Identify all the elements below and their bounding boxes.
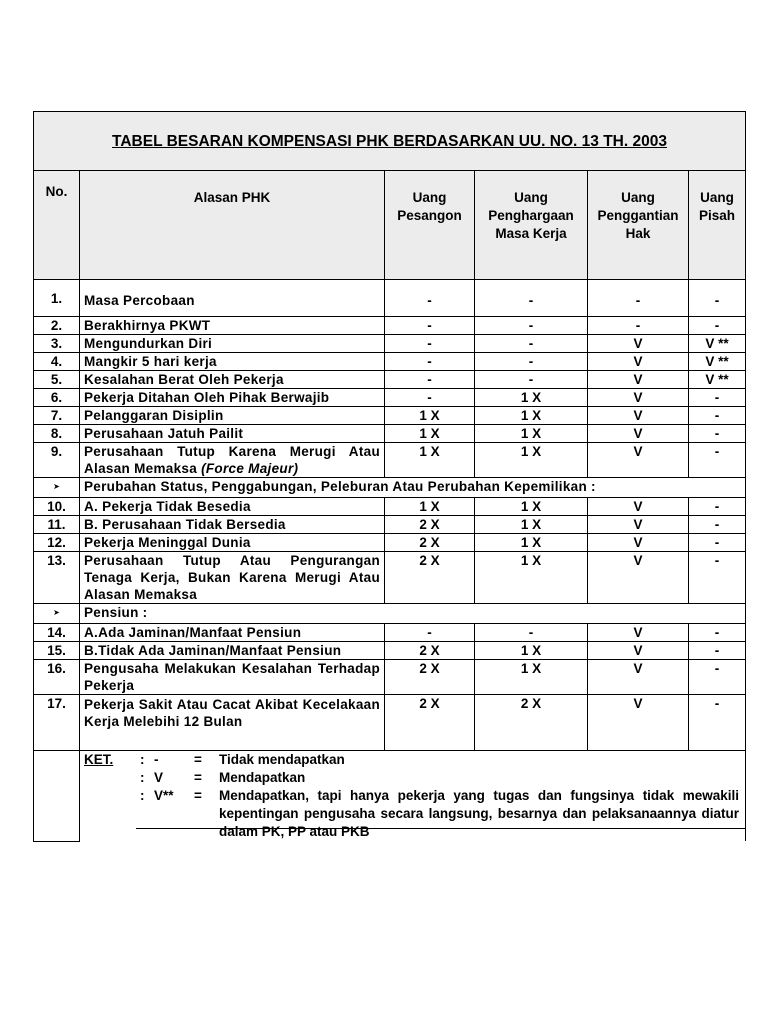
cell-penghargaan: 1 X (475, 534, 588, 552)
cell-penggantian: V (588, 407, 689, 425)
row-reason: Pengusaha Melakukan Kesalahan Terhadap Pekerja (80, 660, 385, 695)
cell-penggantian: V (588, 642, 689, 660)
ket-equals: = (194, 752, 202, 767)
group-arrow-icon: ➤ (34, 604, 80, 624)
ket-text: Tidak mendapatkan (219, 752, 345, 767)
ket-text: Mendapatkan (219, 770, 306, 785)
row-reason (80, 443, 385, 478)
row-number: 6. (34, 389, 80, 407)
row-number: 11. (34, 516, 80, 534)
ket-item (84, 769, 745, 787)
cell-penggantian: V (588, 552, 689, 604)
group-label: Pensiun : (80, 604, 746, 624)
table-row (34, 498, 746, 516)
row-reason: B. Perusahaan Tidak Bersedia (80, 516, 385, 534)
header-no: No. (34, 171, 80, 280)
cell-penghargaan: - (475, 280, 588, 317)
cell-penggantian: V (588, 389, 689, 407)
row-number: 7. (34, 407, 80, 425)
cell-pisah: - (689, 498, 746, 516)
cell-pesangon: 2 X (385, 552, 475, 604)
cell-penghargaan: 1 X (475, 660, 588, 695)
table-row (34, 317, 746, 335)
row-reason: Perusahaan Tutup Atau Pengurangan Tenaga Kerja, Bukan Karena Merugi Atau Alasan Memaksa (80, 552, 385, 604)
cell-pesangon: 1 X (385, 425, 475, 443)
cell-penghargaan: - (475, 317, 588, 335)
row-number: 10. (34, 498, 80, 516)
cell-pisah: - (689, 407, 746, 425)
cell-pisah: - (689, 389, 746, 407)
table-row (34, 552, 746, 604)
row-reason: Pekerja Ditahan Oleh Pihak Berwajib (80, 389, 385, 407)
cell-pisah: V ** (689, 335, 746, 353)
cell-pisah: - (689, 660, 746, 695)
row-reason: A.Ada Jaminan/Manfaat Pensiun (80, 624, 385, 642)
row-number: 4. (34, 353, 80, 371)
table-title: TABEL BESARAN KOMPENSASI PHK BERDASARKAN UU. NO. 13 TH. 2003 (34, 112, 746, 171)
row-reason: Mangkir 5 hari kerja (80, 353, 385, 371)
ket-equals: = (194, 770, 202, 785)
cell-penggantian: V (588, 353, 689, 371)
cell-pisah: V ** (689, 353, 746, 371)
table-row (34, 516, 746, 534)
row-number: 5. (34, 371, 80, 389)
cell-penggantian: - (588, 280, 689, 317)
ket-empty-cell (34, 751, 80, 842)
ket-colon: : (140, 770, 145, 785)
cell-penggantian: V (588, 498, 689, 516)
row-reason: Pekerja Sakit Atau Cacat Akibat Kecelakaan Kerja Melebihi 12 Bulan (80, 695, 385, 751)
group-label: Perubahan Status, Penggabungan, Peleburan Atau Perubahan Kepemilikan : (80, 478, 746, 498)
cell-penghargaan: 1 X (475, 425, 588, 443)
header-row (34, 171, 746, 280)
cell-pesangon: 1 X (385, 443, 475, 478)
row-reason-text: Perusahaan Tutup Karena Merugi Atau Alasan Memaksa (84, 444, 380, 476)
cell-penggantian: V (588, 516, 689, 534)
cell-pesangon: 2 X (385, 660, 475, 695)
cell-pesangon: - (385, 353, 475, 371)
cell-penggantian: V (588, 371, 689, 389)
cell-pesangon: - (385, 389, 475, 407)
cell-pesangon: 1 X (385, 498, 475, 516)
cell-penghargaan: 1 X (475, 498, 588, 516)
row-number: 14. (34, 624, 80, 642)
cell-pisah: - (689, 642, 746, 660)
cell-pesangon: - (385, 280, 475, 317)
header-penggantian: Uang Penggantian Hak (588, 171, 689, 280)
table-row (34, 389, 746, 407)
cell-penghargaan: 2 X (475, 695, 588, 751)
ket-item (84, 787, 745, 841)
ket-label: KET. (84, 752, 114, 767)
row-number: 3. (34, 335, 80, 353)
row-number: 13. (34, 552, 80, 604)
ket-symbol: V** (154, 788, 174, 803)
cell-penghargaan: - (475, 353, 588, 371)
table-row (34, 624, 746, 642)
cell-pisah: - (689, 624, 746, 642)
cell-pisah: - (689, 552, 746, 604)
title-row (34, 112, 746, 171)
cell-pisah: - (689, 425, 746, 443)
cell-pesangon: - (385, 335, 475, 353)
header-penghargaan: Uang Penghargaan Masa Kerja (475, 171, 588, 280)
cell-penggantian: V (588, 695, 689, 751)
cell-pesangon: 1 X (385, 407, 475, 425)
cell-penghargaan: 1 X (475, 407, 588, 425)
cell-pesangon: - (385, 317, 475, 335)
ket-underline (136, 828, 745, 829)
group-row (34, 604, 746, 624)
header-pisah: Uang Pisah (689, 171, 746, 280)
table-row (34, 534, 746, 552)
row-reason: A. Pekerja Tidak Besedia (80, 498, 385, 516)
row-number: 17. (34, 695, 80, 751)
cell-penghargaan: 1 X (475, 552, 588, 604)
row-number: 15. (34, 642, 80, 660)
row-reason-italic: (Force Majeur) (201, 461, 299, 476)
row-reason: Berakhirnya PKWT (80, 317, 385, 335)
row-reason: Pekerja Meninggal Dunia (80, 534, 385, 552)
cell-pisah: V ** (689, 371, 746, 389)
ket-colon: : (140, 752, 145, 767)
row-reason: Perusahaan Jatuh Pailit (80, 425, 385, 443)
table-row (34, 371, 746, 389)
table-row (34, 335, 746, 353)
cell-pisah: - (689, 534, 746, 552)
ket-text: Mendapatkan, tapi hanya pekerja yang tugas dan fungsinya tidak mewakili kepentingan pengusaha secara langsung, besarnya dan pelaksanaannya diatur dalam PK, PP atau PKB (219, 788, 739, 839)
row-reason: Pelanggaran Disiplin (80, 407, 385, 425)
table-row (34, 695, 746, 751)
table-row (34, 443, 746, 478)
header-reason: Alasan PHK (80, 171, 385, 280)
table-row (34, 642, 746, 660)
cell-pesangon: 2 X (385, 642, 475, 660)
cell-penghargaan: 1 X (475, 389, 588, 407)
cell-penggantian: V (588, 534, 689, 552)
cell-pisah: - (689, 317, 746, 335)
table-row (34, 660, 746, 695)
row-reason: Kesalahan Berat Oleh Pekerja (80, 371, 385, 389)
cell-pesangon: 2 X (385, 516, 475, 534)
cell-penghargaan: 1 X (475, 443, 588, 478)
ket-item (84, 751, 745, 769)
cell-penggantian: V (588, 624, 689, 642)
cell-penghargaan: - (475, 335, 588, 353)
table-row (34, 425, 746, 443)
cell-penghargaan: - (475, 624, 588, 642)
cell-pesangon: - (385, 624, 475, 642)
row-number: 12. (34, 534, 80, 552)
ket-symbol: - (154, 752, 159, 767)
cell-pisah: - (689, 695, 746, 751)
compensation-table (33, 111, 746, 842)
row-number: 8. (34, 425, 80, 443)
ket-equals: = (194, 788, 202, 803)
cell-pesangon: 2 X (385, 534, 475, 552)
row-reason: B.Tidak Ada Jaminan/Manfaat Pensiun (80, 642, 385, 660)
group-arrow-icon: ➤ (34, 478, 80, 498)
cell-penggantian: V (588, 425, 689, 443)
cell-pesangon: 2 X (385, 695, 475, 751)
table-row (34, 407, 746, 425)
ket-symbol: V (154, 770, 164, 785)
cell-pisah: - (689, 516, 746, 534)
cell-penggantian: V (588, 660, 689, 695)
table-row (34, 280, 746, 317)
cell-penghargaan: 1 X (475, 516, 588, 534)
cell-penggantian: V (588, 443, 689, 478)
table-row (34, 353, 746, 371)
cell-penghargaan: - (475, 371, 588, 389)
cell-penggantian: V (588, 335, 689, 353)
row-reason: Masa Percobaan (80, 280, 385, 317)
row-number: 1. (34, 280, 80, 317)
row-number: 9. (34, 443, 80, 478)
row-number: 2. (34, 317, 80, 335)
cell-pisah: - (689, 443, 746, 478)
cell-pisah: - (689, 280, 746, 317)
row-number: 16. (34, 660, 80, 695)
ket-colon: : (140, 788, 145, 803)
cell-penggantian: - (588, 317, 689, 335)
header-pesangon: Uang Pesangon (385, 171, 475, 280)
group-row (34, 478, 746, 498)
cell-penghargaan: 1 X (475, 642, 588, 660)
row-reason: Mengundurkan Diri (80, 335, 385, 353)
cell-pesangon: - (385, 371, 475, 389)
